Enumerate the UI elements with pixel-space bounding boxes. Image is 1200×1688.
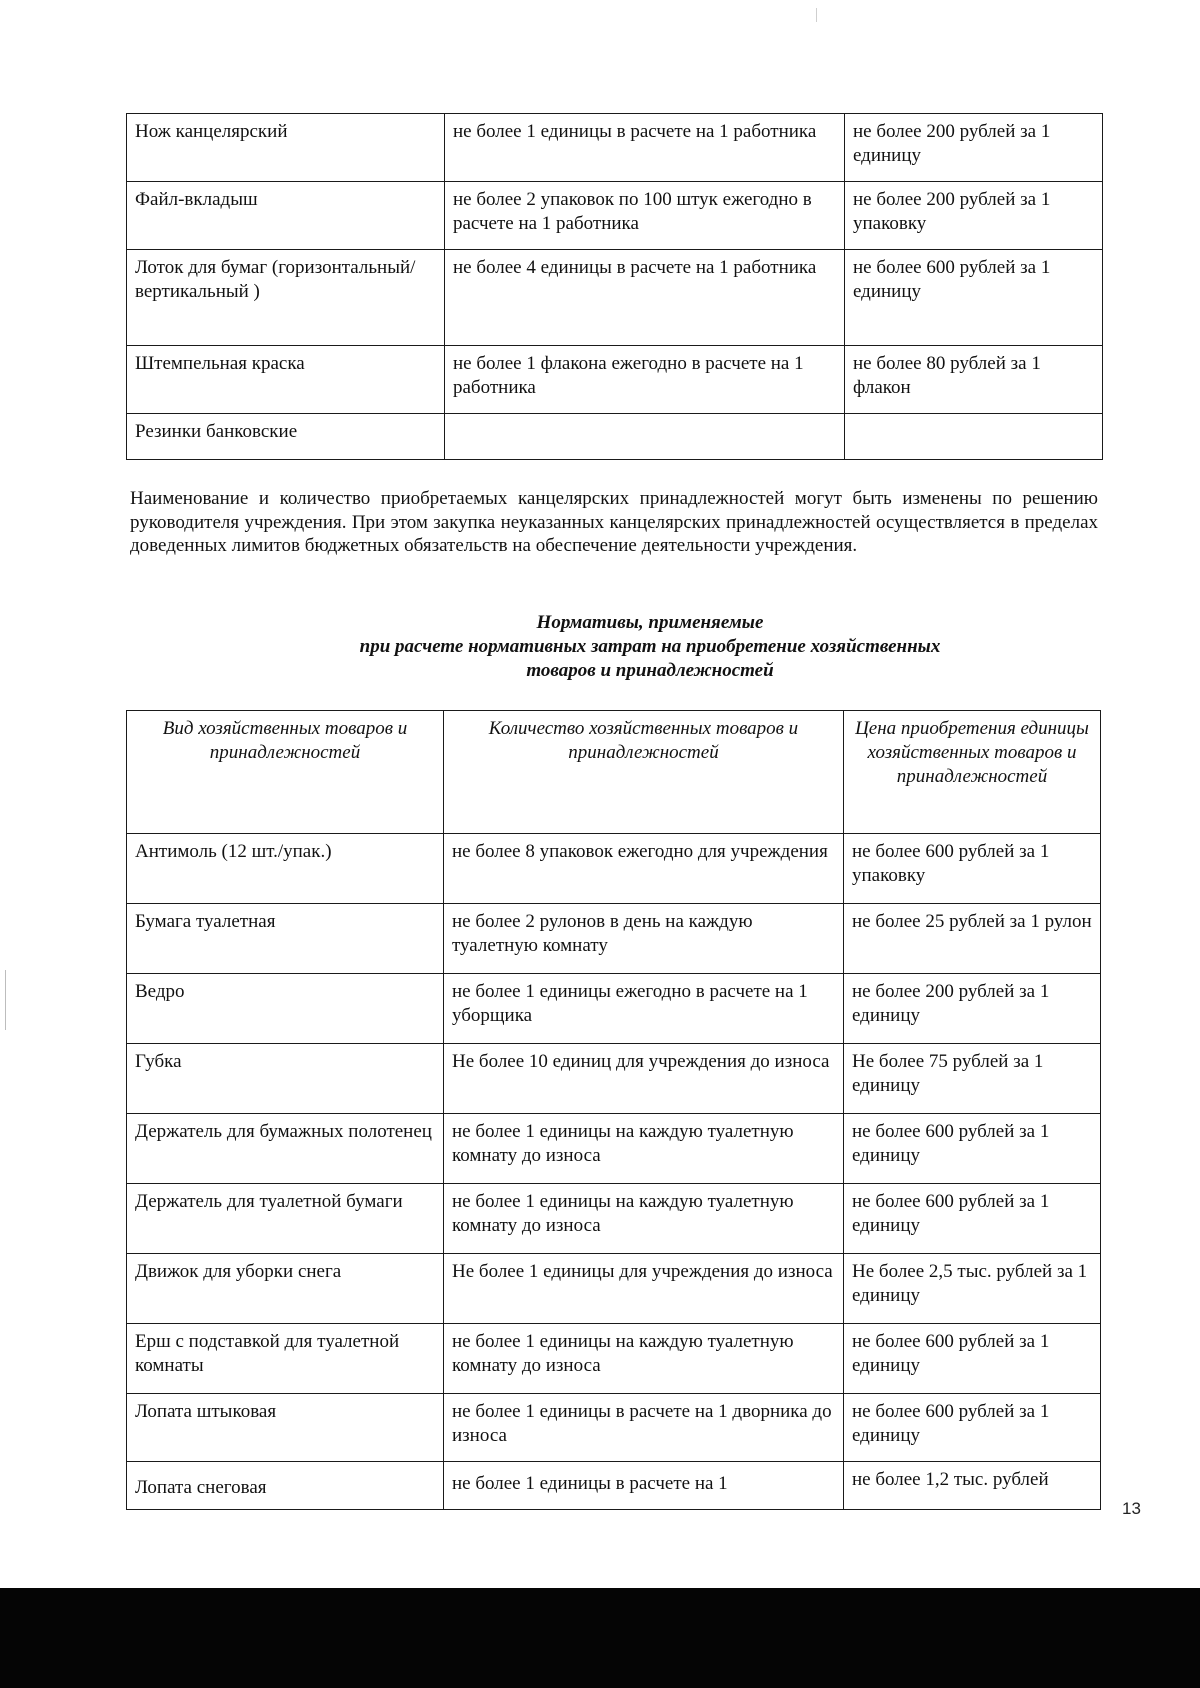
item-name-cell: Держатель для туалетной бумаги [127, 1184, 444, 1254]
item-name-cell: Штемпельная краска [127, 346, 445, 414]
section-title-line: товаров и принадлежностей [526, 660, 774, 681]
column-header-price: Цена приобретения единицы хозяйственных товаров и принадлежностей [844, 711, 1101, 834]
item-name-cell: Файл-вкладыш [127, 182, 445, 250]
item-name-cell: Ведро [127, 974, 444, 1044]
item-price-cell [845, 414, 1103, 460]
household-goods-table [126, 710, 1101, 1510]
body-paragraph: Наименование и количество приобретаемых канцелярских принадлежностей могут быть изменены по решению руководителя учреждения. При этом закупка неуказанных канцелярских принадлежностей осуществляется в пределах доведенных лимитов бюджетных обязательств на обеспечение деятельности учреждения. [130, 488, 1098, 556]
table-row [127, 1394, 1101, 1462]
section-title-line: Нормативы, применяемые [536, 612, 764, 633]
item-price-cell: не более 600 рублей за 1 единицу [844, 1324, 1101, 1394]
item-name-cell: Бумага туалетная [127, 904, 444, 974]
item-quantity-cell: не более 1 единицы в расчете на 1 дворника до износа [444, 1394, 844, 1462]
item-price-cell: Не более 75 рублей за 1 единицу [844, 1044, 1101, 1114]
table-row [127, 904, 1101, 974]
item-price-cell: не более 200 рублей за 1 единицу [844, 974, 1101, 1044]
item-price-cell: Не более 2,5 тыс. рублей за 1 единицу [844, 1254, 1101, 1324]
item-name-cell: Губка [127, 1044, 444, 1114]
item-name-cell: Резинки банковские [127, 414, 445, 460]
item-price-cell: не более 1,2 тыс. рублей [844, 1462, 1101, 1510]
table-row [127, 1184, 1101, 1254]
table-row [127, 414, 1103, 460]
item-quantity-cell: не более 1 флакона ежегодно в расчете на 1 работника [445, 346, 845, 414]
item-name-cell: Ерш с подставкой для туалетной комнаты [127, 1324, 444, 1394]
item-quantity-cell: Не более 1 единицы для учреждения до износа [444, 1254, 844, 1324]
item-price-cell: не более 600 рублей за 1 единицу [844, 1114, 1101, 1184]
section-title [130, 611, 1170, 683]
item-quantity-cell: не более 1 единицы на каждую туалетную комнату до износа [444, 1184, 844, 1254]
item-quantity-cell: не более 2 рулонов в день на каждую туалетную комнату [444, 904, 844, 974]
item-name-cell: Движок для уборки снега [127, 1254, 444, 1324]
table-row [127, 1044, 1101, 1114]
item-quantity-cell: не более 1 единицы ежегодно в расчете на 1 уборщика [444, 974, 844, 1044]
table-header-row [127, 711, 1101, 834]
table-row [127, 346, 1103, 414]
item-quantity-cell: не более 8 упаковок ежегодно для учреждения [444, 834, 844, 904]
item-name-cell: Нож канцелярский [127, 114, 445, 182]
item-quantity-cell: не более 1 единицы в расчете на 1 [444, 1462, 844, 1510]
table-row [127, 1254, 1101, 1324]
table-row [127, 114, 1103, 182]
column-header-name: Вид хозяйственных товаров и принадлежностей [127, 711, 444, 834]
scan-bottom-band [0, 1588, 1200, 1688]
item-price-cell: не более 25 рублей за 1 рулон [844, 904, 1101, 974]
item-name-cell: Лопата штыковая [127, 1394, 444, 1462]
table-row [127, 974, 1101, 1044]
page-number: 13 [1122, 1499, 1141, 1518]
table-row [127, 250, 1103, 346]
item-quantity-cell [445, 414, 845, 460]
table-row [127, 834, 1101, 904]
item-price-cell: не более 600 рублей за 1 единицу [845, 250, 1103, 346]
item-price-cell: не более 200 рублей за 1 упаковку [845, 182, 1103, 250]
scan-artifact [5, 970, 6, 1030]
item-price-cell: не более 600 рублей за 1 единицу [844, 1184, 1101, 1254]
item-quantity-cell: не более 2 упаковок по 100 штук ежегодно в расчете на 1 работника [445, 182, 845, 250]
section-title-line: при расчете нормативных затрат на приобретение хозяйственных [359, 636, 941, 657]
item-name-cell: Лоток для бумаг (горизонтальный/вертикальный ) [127, 250, 445, 346]
item-name-cell: Держатель для бумажных полотенец [127, 1114, 444, 1184]
scan-artifact [816, 8, 817, 22]
table-row [127, 1462, 1101, 1510]
item-quantity-cell: не более 1 единицы на каждую туалетную комнату до износа [444, 1324, 844, 1394]
table-row [127, 182, 1103, 250]
table-row [127, 1324, 1101, 1394]
table-row [127, 1114, 1101, 1184]
column-header-quantity: Количество хозяйственных товаров и принадлежностей [444, 711, 844, 834]
item-price-cell: не более 200 рублей за 1 единицу [845, 114, 1103, 182]
item-quantity-cell: не более 1 единицы в расчете на 1 работника [445, 114, 845, 182]
item-name-cell: Лопата снеговая [127, 1462, 444, 1510]
item-price-cell: не более 80 рублей за 1 флакон [845, 346, 1103, 414]
item-quantity-cell: Не более 10 единиц для учреждения до износа [444, 1044, 844, 1114]
item-quantity-cell: не более 1 единицы на каждую туалетную комнату до износа [444, 1114, 844, 1184]
item-price-cell: не более 600 рублей за 1 упаковку [844, 834, 1101, 904]
item-price-cell: не более 600 рублей за 1 единицу [844, 1394, 1101, 1462]
item-quantity-cell: не более 4 единицы в расчете на 1 работника [445, 250, 845, 346]
item-name-cell: Антимоль (12 шт./упак.) [127, 834, 444, 904]
stationery-table [126, 113, 1103, 460]
